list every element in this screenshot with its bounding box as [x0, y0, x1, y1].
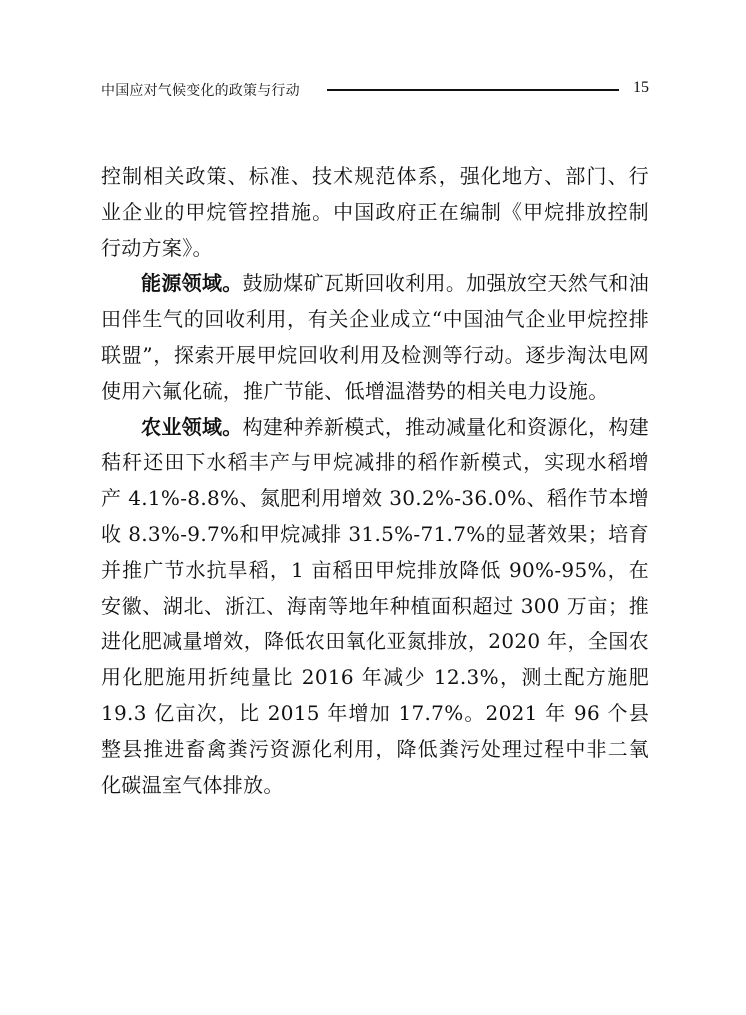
paragraph-text: 控制相关政策、标准、技术规范体系，强化地方、部门、行业企业的甲烷管控措施。中国政府正在编制《甲烷排放控制行动方案》。	[101, 164, 649, 260]
paragraph-energy-sector	[101, 266, 649, 409]
paragraph-text: 鼓励煤矿瓦斯回收利用。加强放空天然气和油田伴生气的回收利用，有关企业成立“中国油气企业甲烷控排联盟”，探索开展甲烷回收利用及检测等行动。逐步淘汰电网使用六氟化硫，推广节能、低增温潜势的相关电力设施。	[101, 271, 650, 403]
paragraph-heading: 农业领域。	[141, 414, 243, 439]
header-title: 中国应对气候变化的政策与行动	[101, 83, 300, 99]
running-header	[101, 78, 649, 102]
paragraph-agriculture-sector	[101, 410, 649, 804]
header-rule	[327, 89, 619, 91]
page-number: 15	[633, 79, 649, 96]
paragraph-text: 构建种养新模式，推动减量化和资源化，构建秸秆还田下水稻丰产与甲烷减排的稻作新模式，实现水稻增产 4.1%-8.8%、氮肥利用增效 30.2%-36.0%、稻作节本增收 8.3%-9.7%和甲烷减排 31.5%-71.7%的显著效果；培育并推广节水抗旱稻，1 亩稻田甲烷排放降低 90%-95%，在安徽、湖北、浙江、海南等地年种植面积超过 300 万亩；推进化肥减量增效，降低农田氧化亚氮排放，2020 年，全国农用化肥施用折纯量比 2016 年减少 12.3%，测土配方施肥 19.3 亿亩次，比 2015 年增加 17.7%。2021 年 96 个县整县推进畜禽粪污资源化利用，降低粪污处理过程中非二氧化碳温室气体排放。	[101, 414, 650, 797]
body-text	[101, 159, 649, 803]
paragraph-continuation	[101, 159, 649, 266]
paragraph-heading: 能源领域。	[141, 271, 243, 296]
